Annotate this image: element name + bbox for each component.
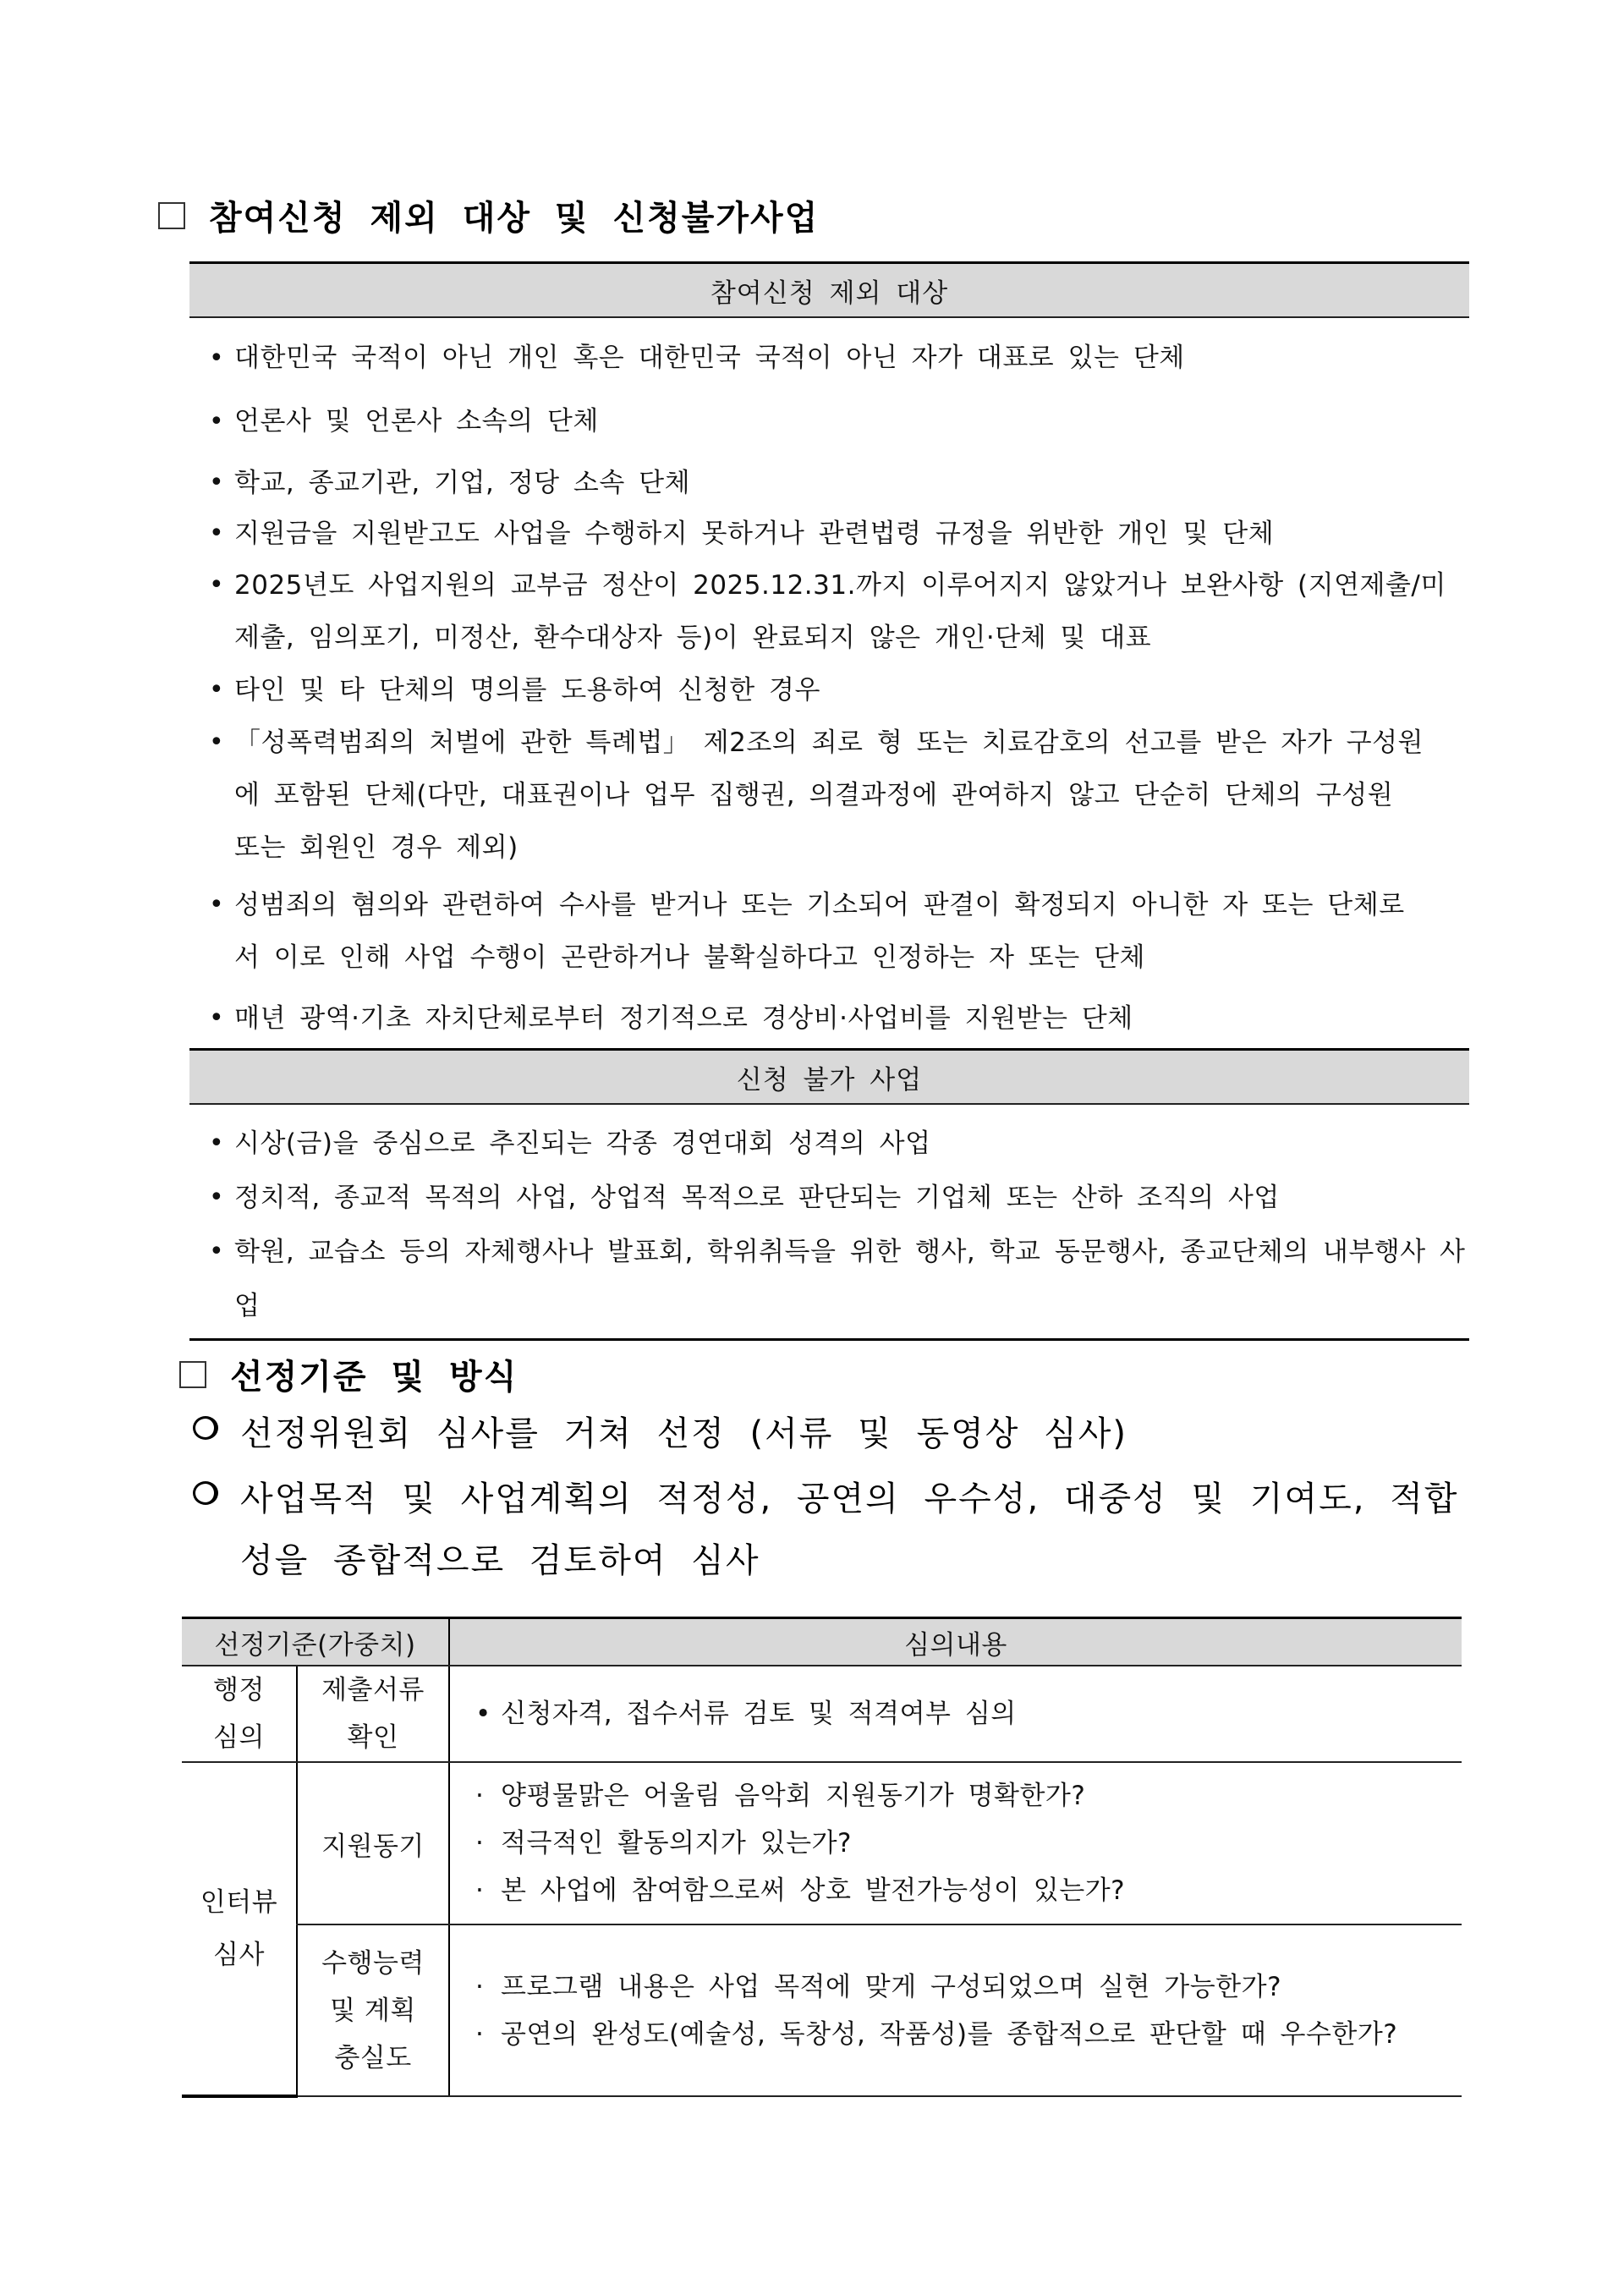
bullet-icon: • <box>209 890 225 920</box>
item-text: 정치적, 종교적 목적의 사업, 상업적 목적으로 판단되는 기업체 또는 산하 조직의 사업 <box>234 1183 1280 1213</box>
bullet-icon: • <box>209 1003 225 1033</box>
criterion-text: 제출서류 <box>321 1675 425 1705</box>
point-text: 선정위원회 심사를 거쳐 선정 (서류 및 동영상 심사) <box>240 1414 1128 1453</box>
middle-dot-icon: · <box>475 1971 485 2002</box>
category-text: 심사 <box>213 1940 265 1970</box>
item-text-cont: 제출, 임의포기, 미정산, 환수대상자 등)이 완료되지 않은 개인·단체 및 대표 <box>234 623 1152 653</box>
criterion-text: 충실도 <box>334 2042 412 2073</box>
item-text: 시상(금)을 중심으로 추진되는 각종 경연대회 성격의 사업 <box>234 1128 931 1159</box>
content-line <box>475 1772 1462 1820</box>
criterion-text: 수행능력 <box>321 1947 425 1979</box>
checkbox-icon <box>158 202 185 229</box>
criterion-cell <box>297 1666 449 1762</box>
circle-bullet-icon <box>193 1481 218 1505</box>
bullet-icon: • <box>209 1183 225 1212</box>
content-cell <box>449 1924 1462 2096</box>
circle-bullet-icon <box>193 1416 218 1440</box>
header-content: 심의내용 <box>449 1618 1462 1666</box>
selection-point <box>193 1407 1127 1455</box>
middle-dot-icon: · <box>475 1828 485 1859</box>
list-item <box>189 1117 1469 1171</box>
item-text: 언론사 및 언론사 소속의 단체 <box>234 406 599 436</box>
content-line <box>475 1867 1462 1914</box>
list-item <box>189 508 1469 559</box>
content-line <box>475 1690 1462 1738</box>
table-header-row <box>182 1618 1462 1666</box>
content-line <box>475 2011 1462 2058</box>
item-text: 「성폭력범죄의 처벌에 관한 특례법」 제2조의 죄로 형 또는 치료감호의 선고를 받은 자가 구성원 <box>234 727 1424 758</box>
list-item <box>189 559 1469 664</box>
criterion-text: 및 계획 <box>330 1995 416 2026</box>
content-line <box>475 1963 1462 2011</box>
exclusion-table <box>189 261 1469 1341</box>
table-header-label: 참여신청 제외 대상 <box>710 277 949 309</box>
item-text: 학교, 종교기관, 기업, 정당 소속 단체 <box>234 468 691 498</box>
section-title: 참여신청 제외 대상 및 신청불가사업 <box>209 199 820 238</box>
criterion-text: 확인 <box>347 1722 399 1753</box>
item-text: 2025년도 사업지원의 교부금 정산이 2025.12.31.까지 이루어지지 않았거나 보완사항 (지연제출/미 <box>234 570 1446 601</box>
criteria-table <box>182 1617 1462 2098</box>
criterion-cell <box>297 1762 449 1924</box>
header-criteria: 선정기준(가중치) <box>182 1618 449 1666</box>
category-cell <box>182 1666 297 1762</box>
item-text-cont: 에 포함된 단체(다만, 대표권이나 업무 집행권, 의결과정에 관여하지 않고 단순히 단체의 구성원 <box>234 780 1394 810</box>
item-text: 대한민국 국적이 아닌 개인 혹은 대한민국 국적이 아닌 자가 대표로 있는 단체 <box>234 343 1185 373</box>
selection-point <box>193 1472 1459 1582</box>
bullet-icon: • <box>209 407 225 436</box>
table-header-ineligible <box>189 1048 1469 1105</box>
content-text: 적극적인 활동의지가 있는가? <box>501 1828 853 1859</box>
item-text: 학원, 교습소 등의 자체행사나 발표회, 학위취득을 위한 행사, 학교 동문행사, 종교단체의 내부행사 사업 <box>234 1237 1466 1321</box>
table-row <box>182 1924 1462 2096</box>
bullet-icon: • <box>475 1699 491 1729</box>
category-cell <box>182 1762 297 2096</box>
table-row <box>182 1666 1462 1762</box>
bullet-icon: • <box>209 675 225 705</box>
list-item <box>189 984 1469 1045</box>
item-text-cont: 또는 회원인 경우 제외) <box>234 832 518 863</box>
bullet-icon: • <box>209 727 225 757</box>
category-text: 행정 <box>213 1675 265 1705</box>
item-text: 성범죄의 혐의와 관련하여 수사를 받거나 또는 기소되어 판결이 확정되지 아니한 자 또는 단체로 <box>234 890 1405 920</box>
section-title: 선정기준 및 방식 <box>230 1358 518 1397</box>
bullet-icon: • <box>209 343 225 373</box>
middle-dot-icon: · <box>475 1781 485 1811</box>
section-heading-selection <box>179 1350 518 1398</box>
item-text: 지원금을 지원받고도 사업을 수행하지 못하거나 관련법령 규정을 위반한 개인 및 단체 <box>234 519 1275 549</box>
content-cell <box>449 1666 1462 1762</box>
bullet-icon: • <box>209 570 225 600</box>
content-text: 공연의 완성도(예술성, 독창성, 작품성)를 종합적으로 판단할 때 우수한가? <box>501 2018 1398 2050</box>
bullet-icon: • <box>209 468 225 497</box>
checkbox-icon <box>179 1361 206 1388</box>
content-line <box>475 1820 1462 1867</box>
table-header-label: 신청 불가 사업 <box>736 1064 923 1095</box>
bullet-icon: • <box>209 1237 225 1266</box>
middle-dot-icon: · <box>475 2018 485 2050</box>
content-text: 신청자격, 접수서류 검토 및 적격여부 심의 <box>501 1699 1017 1729</box>
list-item <box>189 1225 1469 1333</box>
list-item <box>189 453 1469 508</box>
list-item <box>189 327 1469 390</box>
point-text: 사업목적 및 사업계획의 적정성, 공연의 우수성, 대중성 및 기여도, 적합 <box>240 1480 1459 1518</box>
list-item <box>189 390 1469 453</box>
content-text: 프로그램 내용은 사업 목적에 맞게 구성되었으며 실현 가능한가? <box>501 1971 1282 2002</box>
table-row <box>182 1762 1462 1924</box>
item-text-cont: 서 이로 인해 사업 수행이 곤란하거나 불확실하다고 인정하는 자 또는 단체 <box>234 942 1145 973</box>
category-text: 심의 <box>213 1722 265 1753</box>
list-item <box>189 664 1469 717</box>
item-text: 타인 및 타 단체의 명의를 도용하여 신청한 경우 <box>234 675 820 706</box>
category-text: 인터뷰 <box>200 1887 278 1918</box>
ineligible-list <box>189 1105 1469 1341</box>
excluded-list <box>189 318 1469 1048</box>
criterion-cell <box>297 1924 449 2096</box>
content-text: 양평물맑은 어울림 음악회 지원동기가 명확한가? <box>501 1781 1086 1811</box>
bullet-icon: • <box>209 519 225 548</box>
middle-dot-icon: · <box>475 1875 485 1906</box>
criterion-text: 지원동기 <box>321 1831 425 1862</box>
table-header-excluded <box>189 261 1469 318</box>
list-item <box>189 874 1469 984</box>
content-cell <box>449 1762 1462 1924</box>
list-item <box>189 1171 1469 1225</box>
section-heading-exclusions <box>158 191 819 239</box>
bullet-icon: • <box>209 1128 225 1158</box>
point-text-cont: 성을 종합적으로 검토하여 심사 <box>240 1541 760 1580</box>
content-text: 본 사업에 참여함으로써 상호 발전가능성이 있는가? <box>501 1875 1126 1906</box>
list-item <box>189 717 1469 874</box>
item-text: 매년 광역·기초 자치단체로부터 정기적으로 경상비·사업비를 지원받는 단체 <box>234 1003 1133 1034</box>
